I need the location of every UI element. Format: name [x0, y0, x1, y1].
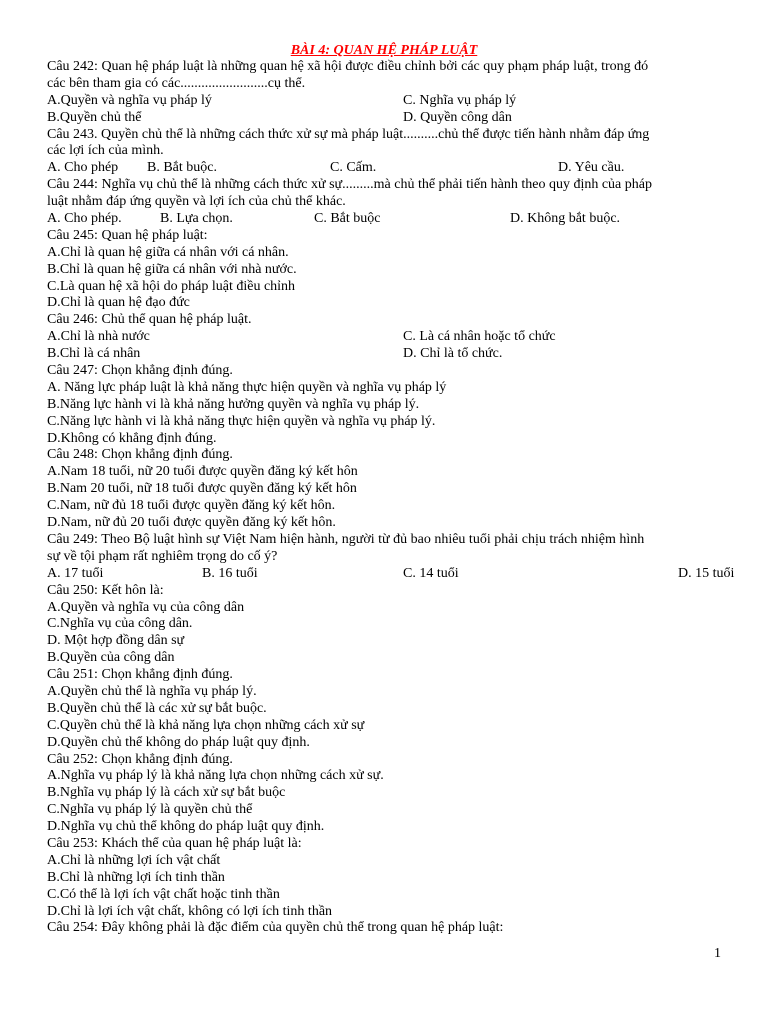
text-line [47, 735, 722, 752]
answer-option: C. Bắt buộc [314, 211, 381, 227]
text-segment: các lợi ích của mình. [47, 143, 164, 159]
text-line [47, 397, 722, 414]
text-line [47, 414, 722, 431]
text-line [47, 228, 722, 245]
text-line [47, 752, 722, 769]
text-segment: A.Quyền và nghĩa vụ của công dân [47, 599, 245, 615]
text-line [47, 127, 722, 144]
text-line [47, 363, 722, 380]
answer-option: A. 17 tuổi [47, 565, 104, 581]
text-line [47, 549, 722, 566]
text-line [47, 177, 722, 194]
text-segment: Câu 242: Quan hệ pháp luật là những quan hệ xã hội được điều chỉnh bởi các quy phạm pháp luật, trong đó [47, 59, 649, 74]
text-segment: Câu 250: Kết hôn là: [47, 582, 164, 598]
text-line [47, 532, 722, 549]
text-segment: B.Quyền của công dân [47, 650, 175, 666]
answer-option: C. 14 tuổi [403, 565, 459, 581]
text-line [47, 76, 722, 93]
text-segment: D. Một hợp đồng dân sự [47, 633, 185, 649]
text-segment: A.Chỉ là những lợi ích vật chất [47, 852, 221, 868]
text-segment: D.Nam, nữ đủ 20 tuổi được quyền đăng ký kết hôn. [47, 515, 336, 531]
question-list [47, 59, 735, 937]
text-line [47, 110, 722, 127]
text-line [47, 481, 722, 498]
answer-option: A.Chỉ là nhà nước [47, 329, 150, 345]
text-segment: C.Nghĩa vụ pháp lý là quyền chủ thể [47, 802, 253, 818]
text-line [47, 515, 722, 532]
answer-option: C. Cấm. [330, 160, 377, 176]
text-segment: sự về tội phạm rất nghiêm trọng do cố ý? [47, 548, 278, 564]
text-line [47, 920, 722, 937]
text-line [47, 464, 722, 481]
text-segment: A.Quyền chủ thể là nghĩa vụ pháp lý. [47, 683, 257, 699]
text-segment: Câu 252: Chọn khẳng định đúng. [47, 751, 233, 767]
text-line [47, 194, 722, 211]
answer-option: C. Là cá nhân hoặc tổ chức [403, 329, 556, 345]
text-segment: Câu 249: Theo Bộ luật hình sự Việt Nam hiện hành, người từ đủ bao nhiêu tuổi phải chịu trách nhiệm hình [47, 531, 645, 547]
text-line [47, 245, 722, 262]
answer-option: B.Quyền chủ thể [47, 109, 142, 125]
text-line [47, 785, 722, 802]
text-line [47, 143, 722, 160]
text-segment: C.Năng lực hành vi là khả năng thực hiện quyền và nghĩa vụ pháp lý. [47, 413, 436, 429]
text-segment: Câu 253: Khách thể của quan hệ pháp luật là: [47, 835, 302, 851]
answer-option: B. 16 tuổi [202, 565, 258, 581]
text-segment: C.Nam, nữ đủ 18 tuổi được quyền đăng ký kết hôn. [47, 498, 336, 514]
text-segment: B.Chỉ là những lợi ích tinh thần [47, 869, 225, 885]
text-line [47, 768, 722, 785]
text-segment: luật nhằm đáp ứng quyền và lợi ích của chủ thể khác. [47, 194, 346, 210]
text-line [47, 853, 722, 870]
text-line [47, 600, 722, 617]
text-segment: D.Không có khẳng định đúng. [47, 430, 217, 446]
text-line [47, 870, 722, 887]
answer-option: D. Yêu cầu. [558, 160, 625, 176]
text-segment: C.Quyền chủ thể là khả năng lựa chọn những cách xử sự [47, 717, 365, 733]
text-line [47, 667, 722, 684]
text-line [47, 802, 722, 819]
answer-option: A.Quyền và nghĩa vụ pháp lý [47, 92, 212, 108]
answer-option: D. Không bắt buộc. [510, 211, 621, 227]
text-segment: D.Nghĩa vụ chủ thể không do pháp luật quy định. [47, 819, 325, 835]
text-segment: D.Chỉ là lợi ích vật chất, không có lợi ích tinh thần [47, 903, 333, 919]
text-segment: Câu 245: Quan hệ pháp luật: [47, 227, 208, 243]
answer-option: D. 15 tuổi [678, 565, 735, 581]
text-segment: Câu 248: Chọn khẳng định đúng. [47, 447, 233, 463]
text-segment: C.Có thể là lợi ích vật chất hoặc tinh thần [47, 886, 280, 902]
text-segment: Câu 247: Chọn khẳng định đúng. [47, 363, 233, 379]
text-segment: Câu 254: Đây không phải là đặc điểm của quyền chủ thể trong quan hệ pháp luật: [47, 920, 504, 936]
text-line [47, 211, 722, 228]
text-line [47, 836, 722, 853]
text-line [47, 346, 722, 363]
text-line [47, 312, 722, 329]
text-segment: A.Nghĩa vụ pháp lý là khả năng lựa chọn những cách xử sự. [47, 768, 384, 784]
text-segment: B.Nam 20 tuổi, nữ 18 tuổi được quyền đăng ký kết hôn [47, 481, 357, 497]
text-line [47, 718, 722, 735]
text-line [47, 431, 722, 448]
text-segment: D.Quyền chủ thể không do pháp luật quy định. [47, 734, 310, 750]
text-segment: Câu 251: Chọn khẳng định đúng. [47, 667, 233, 683]
text-segment: Câu 243. Quyền chủ thể là những cách thức xử sự mà pháp luật..........chủ thể được tiến hành nhằm đáp ứng [47, 126, 650, 142]
text-segment: B.Năng lực hành vi là khả năng hưởng quyền và nghĩa vụ pháp lý. [47, 396, 420, 412]
text-line [47, 616, 722, 633]
text-line [47, 633, 722, 650]
text-segment: Câu 246: Chủ thể quan hệ pháp luật. [47, 312, 252, 328]
answer-option: A. Cho phép [47, 160, 119, 176]
text-segment: C.Nghĩa vụ của công dân. [47, 616, 193, 632]
answer-option: B.Chỉ là cá nhân [47, 346, 141, 362]
text-line [47, 819, 722, 836]
answer-option: D. Quyền công dân [403, 109, 512, 125]
text-line [47, 262, 722, 279]
text-segment: A.Chỉ là quan hệ giữa cá nhân với cá nhân. [47, 244, 289, 260]
text-line [47, 904, 722, 921]
text-segment: D.Chỉ là quan hệ đạo đức [47, 295, 190, 311]
text-segment: A. Năng lực pháp luật là khả năng thực hiện quyền và nghĩa vụ pháp lý [47, 379, 447, 395]
text-line [47, 160, 722, 177]
text-line [47, 887, 722, 904]
text-segment: Câu 244: Nghĩa vụ chủ thể là những cách thức xử sự.........mà chủ thể phải tiến hành theo quy định của pháp [47, 177, 652, 193]
text-segment: A.Nam 18 tuổi, nữ 20 tuổi được quyền đăng ký kết hôn [47, 464, 358, 480]
text-segment: B.Chỉ là quan hệ giữa cá nhân với nhà nước. [47, 261, 297, 277]
text-line [47, 565, 735, 583]
text-line [47, 380, 722, 397]
text-line [47, 59, 722, 76]
text-line [47, 498, 722, 515]
text-line [47, 701, 722, 718]
text-line [47, 279, 722, 296]
text-line [47, 447, 722, 464]
text-line [47, 583, 722, 600]
text-line [47, 329, 722, 346]
page-title: BÀI 4: QUAN HỆ PHÁP LUẬT [290, 43, 478, 58]
answer-option: B. Lựa chọn. [160, 211, 233, 227]
text-line [47, 650, 722, 667]
answer-option: C. Nghĩa vụ pháp lý [403, 92, 517, 108]
text-segment: B.Nghĩa vụ pháp lý là cách xử sự bắt buộc [47, 785, 286, 801]
text-segment: B.Quyền chủ thể là các xử sự bắt buộc. [47, 700, 267, 716]
answer-option: B. Bắt buộc. [147, 160, 217, 176]
answer-option: A. Cho phép. [47, 211, 122, 227]
text-segment: các bên tham gia có các.........................cụ thể. [47, 75, 306, 91]
text-line [47, 295, 722, 312]
text-segment: C.Là quan hệ xã hội do pháp luật điều chỉnh [47, 278, 296, 294]
text-line [47, 684, 722, 701]
page-number: 1 [714, 946, 721, 961]
answer-option: D. Chỉ là tổ chức. [403, 346, 503, 362]
text-line [47, 93, 722, 110]
